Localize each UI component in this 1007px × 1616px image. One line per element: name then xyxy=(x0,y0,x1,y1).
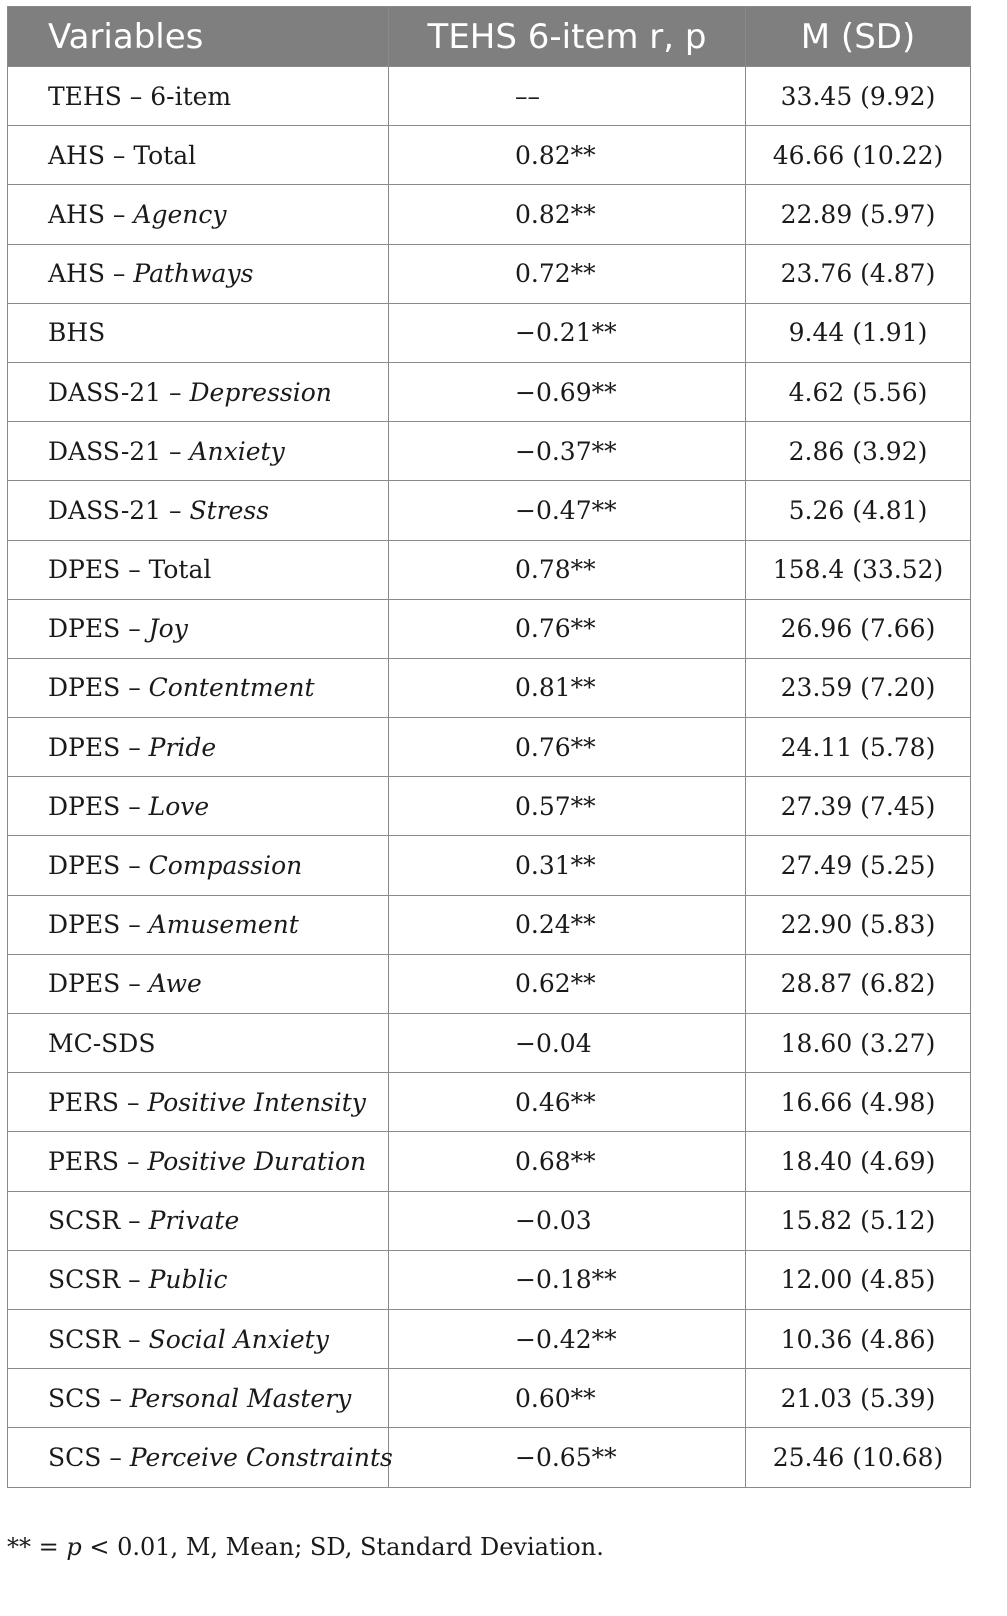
correlation-cell xyxy=(389,1014,746,1073)
correlation-value: 0.76** xyxy=(515,614,596,644)
variable-scale: SCS – xyxy=(48,1383,130,1413)
variable-cell xyxy=(8,658,389,717)
variable-subscale: Contentment xyxy=(148,673,315,703)
correlation-value: 0.31** xyxy=(515,851,596,881)
mean-sd-cell: 16.66 (4.98) xyxy=(746,1073,971,1132)
table-row xyxy=(8,954,971,1013)
correlation-cell xyxy=(389,1428,746,1487)
variable-cell xyxy=(8,362,389,421)
mean-sd-cell: 33.45 (9.92) xyxy=(746,67,971,126)
variable-subscale: Amusement xyxy=(148,910,299,940)
variable-subscale: Perceive Constraints xyxy=(129,1442,393,1472)
variable-cell xyxy=(8,67,389,126)
header-row xyxy=(8,7,971,67)
variable-cell xyxy=(8,185,389,244)
table-footnote xyxy=(7,1533,604,1561)
mean-sd-cell: 15.82 (5.12) xyxy=(746,1191,971,1250)
table-row xyxy=(8,895,971,954)
table-row xyxy=(8,126,971,185)
variable-subscale: Love xyxy=(148,791,210,821)
correlation-value: −0.65** xyxy=(515,1442,617,1472)
variable-scale: SCSR – xyxy=(48,1206,149,1236)
mean-sd-cell: 4.62 (5.56) xyxy=(746,362,971,421)
correlation-cell xyxy=(389,1191,746,1250)
mean-sd-cell: 26.96 (7.66) xyxy=(746,599,971,658)
table-row xyxy=(8,185,971,244)
table-row xyxy=(8,599,971,658)
correlation-value: −0.18** xyxy=(515,1265,617,1295)
table-row xyxy=(8,718,971,777)
correlation-cell xyxy=(389,1132,746,1191)
correlation-value: 0.62** xyxy=(515,969,596,999)
mean-sd-cell: 23.76 (4.87) xyxy=(746,244,971,303)
variable-subscale: Pride xyxy=(148,732,217,762)
correlation-cell xyxy=(389,954,746,1013)
mean-sd-cell: 5.26 (4.81) xyxy=(746,481,971,540)
table-header xyxy=(8,7,971,67)
table-row xyxy=(8,540,971,599)
footnote-p: p xyxy=(66,1533,82,1561)
variable-subscale: Personal Mastery xyxy=(129,1383,352,1413)
table-row xyxy=(8,1191,971,1250)
correlation-cell xyxy=(389,303,746,362)
correlation-value: −0.37** xyxy=(515,436,617,466)
correlation-value: 0.72** xyxy=(515,259,596,289)
table-row xyxy=(8,836,971,895)
variable-scale: DPES – xyxy=(48,673,149,703)
variable-scale: DPES – xyxy=(48,614,149,644)
mean-sd-cell: 24.11 (5.78) xyxy=(746,718,971,777)
variable-scale: PERS – xyxy=(48,1087,148,1117)
mean-sd-cell: 27.49 (5.25) xyxy=(746,836,971,895)
variable-subscale: Social Anxiety xyxy=(148,1324,329,1354)
variable-scale: AHS – xyxy=(48,199,134,229)
variable-subscale: Private xyxy=(148,1206,240,1236)
correlation-cell xyxy=(389,1073,746,1132)
variable-subscale: Awe xyxy=(148,969,202,999)
footnote-text: < 0.01, M, Mean; SD, Standard Deviation. xyxy=(81,1533,604,1561)
variable-cell xyxy=(8,1309,389,1368)
variable-cell xyxy=(8,1428,393,1487)
mean-sd-cell: 46.66 (10.22) xyxy=(746,126,971,185)
variable-cell xyxy=(8,836,389,895)
variable-scale: TEHS – 6-item xyxy=(48,81,232,111)
table-body xyxy=(8,67,971,1488)
table-row xyxy=(8,67,971,126)
variable-scale: BHS xyxy=(48,318,106,348)
variable-scale: DPES – Total xyxy=(48,555,212,585)
mean-sd-cell: 18.60 (3.27) xyxy=(746,1014,971,1073)
correlation-value: 0.78** xyxy=(515,555,596,585)
correlation-cell xyxy=(389,540,746,599)
table-row xyxy=(8,658,971,717)
correlation-cell xyxy=(389,126,746,185)
variable-subscale: Anxiety xyxy=(189,436,285,466)
variable-subscale: Depression xyxy=(189,377,332,407)
variable-scale: PERS – xyxy=(48,1146,148,1176)
variable-cell xyxy=(8,1132,389,1191)
correlation-value: −0.21** xyxy=(515,318,617,348)
variable-cell xyxy=(8,244,389,303)
correlation-cell xyxy=(389,481,746,540)
variable-scale: SCS – xyxy=(48,1442,130,1472)
variable-cell xyxy=(8,1250,389,1309)
correlation-cell xyxy=(389,244,746,303)
variable-cell xyxy=(8,1014,389,1073)
correlation-cell xyxy=(389,895,746,954)
correlation-value: 0.57** xyxy=(515,791,596,821)
variable-subscale: Public xyxy=(148,1265,228,1295)
correlation-value: 0.81** xyxy=(515,673,596,703)
table-row xyxy=(8,1428,971,1487)
variable-scale: MC-SDS xyxy=(48,1028,156,1058)
mean-sd-cell: 25.46 (10.68) xyxy=(746,1428,971,1487)
mean-sd-cell: 158.4 (33.52) xyxy=(746,540,971,599)
mean-sd-cell: 9.44 (1.91) xyxy=(746,303,971,362)
variable-scale: DPES – xyxy=(48,969,149,999)
correlation-value: 0.76** xyxy=(515,732,596,762)
variable-scale: DPES – xyxy=(48,732,149,762)
correlation-cell xyxy=(389,67,746,126)
correlation-value: 0.82** xyxy=(515,199,596,229)
variable-cell xyxy=(8,481,389,540)
correlation-cell xyxy=(389,362,746,421)
variable-subscale: Compassion xyxy=(148,851,303,881)
table-row xyxy=(8,244,971,303)
variable-scale: SCSR – xyxy=(48,1324,149,1354)
variable-cell xyxy=(8,1191,389,1250)
correlation-cell xyxy=(389,1250,746,1309)
header-variables: Variables xyxy=(8,7,389,67)
variable-cell xyxy=(8,126,389,185)
table-row xyxy=(8,1250,971,1309)
correlation-table xyxy=(7,6,971,1488)
correlation-value: 0.68** xyxy=(515,1146,596,1176)
variable-cell xyxy=(8,599,389,658)
table-row xyxy=(8,362,971,421)
correlation-cell xyxy=(389,658,746,717)
variable-subscale: Pathways xyxy=(133,259,254,289)
variable-cell xyxy=(8,1073,389,1132)
variable-subscale: Positive Duration xyxy=(147,1146,367,1176)
variable-cell xyxy=(8,777,389,836)
correlation-cell xyxy=(389,836,746,895)
variable-cell xyxy=(8,1369,389,1428)
correlation-cell xyxy=(389,599,746,658)
mean-sd-cell: 27.39 (7.45) xyxy=(746,777,971,836)
variable-cell xyxy=(8,303,389,362)
mean-sd-cell: 10.36 (4.86) xyxy=(746,1309,971,1368)
footnote-prefix: ** = xyxy=(7,1533,67,1561)
variable-scale: DPES – xyxy=(48,791,149,821)
variable-scale: DPES – xyxy=(48,910,149,940)
variable-scale: AHS – xyxy=(48,259,134,289)
variable-subscale: Positive Intensity xyxy=(147,1087,366,1117)
correlation-value: 0.60** xyxy=(515,1383,596,1413)
table-row xyxy=(8,1073,971,1132)
table-row xyxy=(8,422,971,481)
mean-sd-cell: 21.03 (5.39) xyxy=(746,1369,971,1428)
correlation-value: 0.24** xyxy=(515,910,596,940)
variable-cell xyxy=(8,422,389,481)
variable-scale: AHS – Total xyxy=(48,140,197,170)
correlation-cell xyxy=(389,1309,746,1368)
correlation-cell xyxy=(389,777,746,836)
correlation-value: −0.47** xyxy=(515,495,617,525)
table-row xyxy=(8,777,971,836)
variable-scale: DASS-21 – xyxy=(48,377,190,407)
mean-sd-cell: 2.86 (3.92) xyxy=(746,422,971,481)
variable-scale: DASS-21 – xyxy=(48,436,190,466)
table-row xyxy=(8,1309,971,1368)
correlation-cell xyxy=(389,1369,746,1428)
correlation-cell xyxy=(389,718,746,777)
variable-cell xyxy=(8,540,389,599)
variable-cell xyxy=(8,954,389,1013)
correlation-value: −0.69** xyxy=(515,377,617,407)
mean-sd-cell: 12.00 (4.85) xyxy=(746,1250,971,1309)
mean-sd-cell: 22.89 (5.97) xyxy=(746,185,971,244)
mean-sd-cell: 18.40 (4.69) xyxy=(746,1132,971,1191)
variable-subscale: Agency xyxy=(133,199,227,229)
variable-subscale: Stress xyxy=(189,495,270,525)
variable-scale: DASS-21 – xyxy=(48,495,190,525)
header-mean-sd: M (SD) xyxy=(746,7,971,67)
correlation-value: 0.82** xyxy=(515,140,596,170)
table-row xyxy=(8,1369,971,1428)
correlation-value: 0.46** xyxy=(515,1087,596,1117)
variable-scale: SCSR – xyxy=(48,1265,149,1295)
correlation-cell xyxy=(389,422,746,481)
table-row xyxy=(8,1014,971,1073)
correlation-value: −0.42** xyxy=(515,1324,617,1354)
table-row xyxy=(8,481,971,540)
table-row xyxy=(8,1132,971,1191)
variable-scale: DPES – xyxy=(48,851,149,881)
mean-sd-cell: 22.90 (5.83) xyxy=(746,895,971,954)
mean-sd-cell: 23.59 (7.20) xyxy=(746,658,971,717)
header-tehs-correlation: TEHS 6-item r, p xyxy=(389,7,746,67)
correlation-value: −0.03 xyxy=(515,1206,592,1236)
table-row xyxy=(8,303,971,362)
variable-cell xyxy=(8,895,389,954)
correlation-value: –– xyxy=(515,81,540,111)
variable-cell xyxy=(8,718,389,777)
correlation-cell xyxy=(389,185,746,244)
mean-sd-cell: 28.87 (6.82) xyxy=(746,954,971,1013)
correlation-value: −0.04 xyxy=(515,1028,592,1058)
variable-subscale: Joy xyxy=(148,614,188,644)
